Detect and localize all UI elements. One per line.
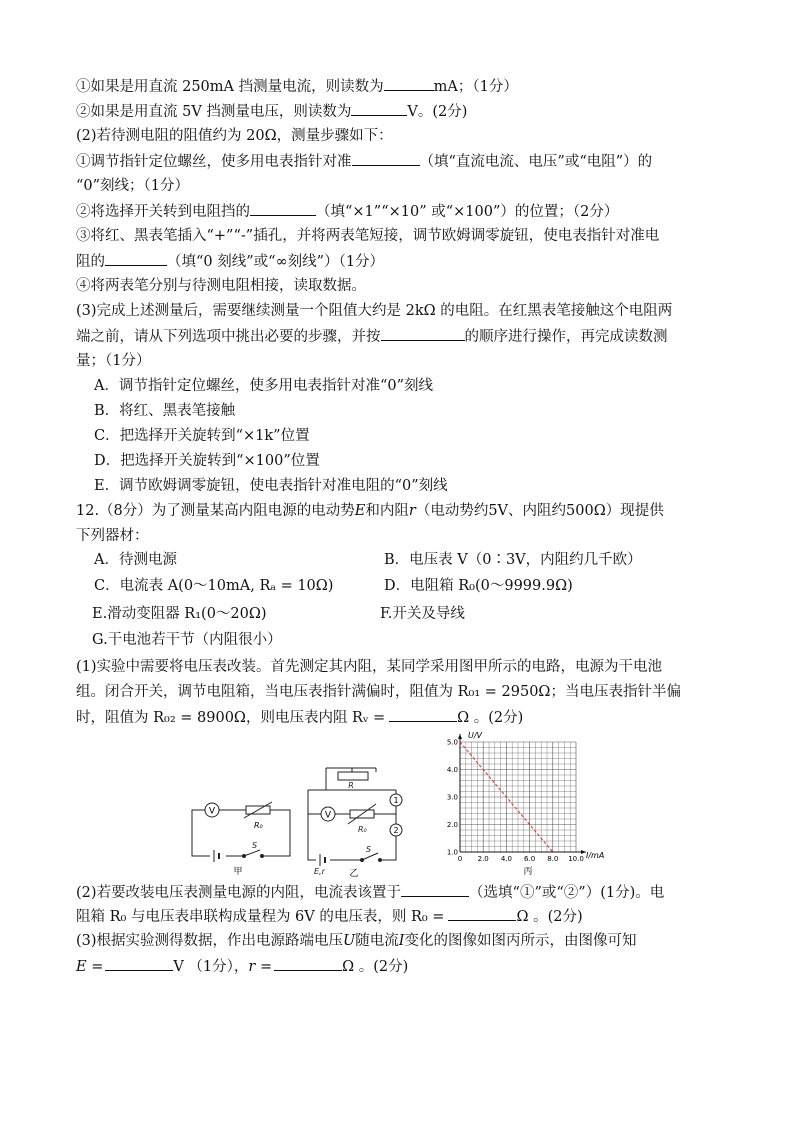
q11-step3-cont: 阻的 （填“0 刻线”或“∞刻线”）（1分） bbox=[76, 251, 384, 272]
svg-text:1: 1 bbox=[393, 796, 399, 805]
answer-blank[interactable] bbox=[389, 707, 457, 722]
y-tick-label: 3.0 bbox=[446, 793, 458, 802]
rheostat-symbol bbox=[338, 768, 368, 790]
option-e: E．调节欧姆调零旋钮，使电表指针对准电阻的“0”刻线 bbox=[94, 478, 448, 494]
resistance-box-symbol bbox=[348, 804, 376, 834]
figure-label-bing: 丙 bbox=[523, 867, 533, 877]
figure-label-yi: 乙 bbox=[349, 869, 359, 879]
q11-part3: (3)完成上述测量后，需要继续测量一个阻值大约是 2kΩ 的电阻。在红黑表笔接触这个电阻两 bbox=[76, 303, 673, 319]
equip-f: F.开关及导线 bbox=[380, 606, 465, 622]
y-tick-label: 1.0 bbox=[446, 848, 458, 857]
answer-blank[interactable] bbox=[105, 956, 173, 971]
battery-symbol bbox=[210, 850, 226, 862]
meter-position-2 bbox=[390, 824, 402, 836]
q12-part1-end: 时，阻值为 R₀₂ = 8900Ω，则电压表内阻 Rᵥ = Ω 。(2分) bbox=[76, 707, 523, 728]
y-tick-label: 2.0 bbox=[446, 821, 458, 829]
q11-item2: ②如果是用直流 5V 挡测量电压，则读数为 V。(2分) bbox=[76, 101, 467, 122]
circuit-diagram-jia bbox=[186, 798, 296, 878]
q11-part3-end: 量；（1分） bbox=[76, 353, 151, 369]
equip-c: C．电流表 A(0～10mA, Rₐ = 10Ω) bbox=[94, 578, 334, 594]
voltmeter-symbol bbox=[321, 807, 335, 821]
q11-step4: ④将两表笔分别与待测电阻相接，读取数据。 bbox=[76, 278, 366, 294]
chart-axes bbox=[458, 734, 586, 854]
svg-text:2: 2 bbox=[393, 826, 399, 835]
q11-step3: ③将红、黑表笔插入“+”“-”插孔，并将两表笔短接，调节欧姆调零旋钮，使电表指针对准电 bbox=[76, 228, 660, 244]
answer-blank[interactable] bbox=[381, 326, 465, 341]
y-axis-arrow bbox=[458, 734, 462, 739]
meter-position-1 bbox=[390, 794, 402, 806]
x-tick-label: 6.0 bbox=[524, 855, 536, 863]
q11-step2: ②将选择开关转到电阻挡的 （填“×1”“×10” 或“×100”）的位置；（2分） bbox=[76, 201, 618, 222]
answer-blank[interactable] bbox=[274, 956, 342, 971]
q11-item1: ①如果是用直流 250mA 挡测量电流，则读数为 mA；（1分） bbox=[76, 76, 518, 97]
option-a: A．调节指针定位螺丝，使多用电表指针对准“0”刻线 bbox=[94, 378, 434, 394]
q12-heading-cont: 下列器材： bbox=[76, 528, 149, 544]
option-d: D．把选择开关旋转到“×100”位置 bbox=[94, 453, 320, 469]
equip-d: D．电阻箱 R₀(0～9999.9Ω) bbox=[384, 578, 573, 594]
resistance-box-symbol bbox=[244, 802, 272, 830]
q12-part2-cont: 阻箱 R₀ 与电压表串联构成量程为 6V 的电压表，则 R₀ = Ω 。(2分) bbox=[76, 906, 583, 927]
q11-part3-cont: 端之前，请从下列选项中挑出必要的步骤，并按 的顺序进行操作，再完成读数测 bbox=[76, 326, 668, 347]
answer-blank[interactable] bbox=[448, 906, 516, 921]
answer-blank[interactable] bbox=[105, 251, 167, 266]
q12-part2: (2)若要改装电压表测量电源的内阻，电流表该置于 （选填“①”或“②”）(1分)。电 bbox=[76, 882, 664, 903]
option-c: C．把选择开关旋转到“×1k”位置 bbox=[94, 428, 310, 444]
q12-part1: (1)实验中需要将电压表改装。首先测定其内阻，某同学采用图甲所示的电路，电源为干电池 bbox=[76, 659, 663, 675]
svg-text:R₀: R₀ bbox=[254, 821, 263, 830]
q12-part1-cont: 组。闭合开关，调节电阻箱，当电压表指针满偏时，阻值为 R₀₁ = 2950Ω；当电压表指针半偏 bbox=[76, 684, 681, 700]
y-tick-label: 5.0 bbox=[446, 738, 458, 747]
answer-blank[interactable] bbox=[352, 151, 420, 166]
ui-graph-bing bbox=[440, 728, 620, 878]
q12-heading: 12.（8分）为了测量某高内阻电源的电动势E和内阻r（电动势约5V、内阻约500Ω）现提供 bbox=[76, 503, 664, 519]
answer-blank[interactable] bbox=[384, 76, 434, 91]
svg-text:V: V bbox=[208, 806, 216, 817]
q12-part3-answers: E = V （1分），r = Ω 。(2分) bbox=[76, 956, 408, 977]
y-axis-label: U/V bbox=[468, 731, 483, 740]
switch-symbol bbox=[242, 841, 264, 860]
answer-blank[interactable] bbox=[401, 882, 469, 897]
q11-step1-cont: “0”刻线；（1分） bbox=[76, 178, 190, 194]
q12-part3: (3)根据实验测得数据，作出电源路端电压U随电流I变化的图像如图丙所示，由图像可知 bbox=[76, 933, 637, 949]
y-tick-label: 4.0 bbox=[446, 766, 458, 774]
equip-a: A．待测电源 bbox=[94, 552, 177, 568]
x-tick-label: 4.0 bbox=[500, 855, 512, 863]
switch-symbol bbox=[360, 845, 382, 864]
answer-blank[interactable] bbox=[351, 101, 407, 116]
svg-text:E,r: E,r bbox=[314, 867, 325, 876]
x-axis-label: I/mA bbox=[586, 851, 605, 860]
equip-g: G.干电池若干节（内阻很小） bbox=[92, 632, 282, 648]
voltmeter-symbol bbox=[205, 803, 219, 817]
svg-text:R₀: R₀ bbox=[358, 825, 367, 834]
figure-label-jia: 甲 bbox=[233, 867, 243, 877]
option-b: B．将红、黑表笔接触 bbox=[94, 403, 236, 419]
svg-text:S: S bbox=[252, 841, 258, 850]
chart-grid bbox=[460, 742, 576, 852]
answer-blank[interactable] bbox=[250, 201, 316, 216]
q11-step1: ①调节指针定位螺丝，使多用电表指针对准 （填“直流电流、电压”或“电阻”）的 bbox=[76, 151, 652, 172]
q11-part2: (2)若待测电阻的阻值约为 20Ω，测量步骤如下： bbox=[76, 128, 393, 144]
equip-e: E.滑动变阻器 R₁(0～20Ω) bbox=[92, 606, 267, 622]
chart-ticks bbox=[447, 739, 584, 864]
x-tick-label: 10.0 bbox=[568, 855, 584, 863]
circuit-diagram-yi bbox=[302, 762, 412, 880]
x-tick-label: 2.0 bbox=[477, 855, 489, 863]
equip-b: B．电压表 V（0∶3V，内阻约几千欧） bbox=[384, 552, 642, 568]
battery-symbol bbox=[314, 854, 330, 876]
x-tick-label: 8.0 bbox=[547, 855, 559, 863]
svg-text:S: S bbox=[366, 845, 372, 854]
svg-text:V: V bbox=[324, 810, 332, 821]
svg-text:R: R bbox=[348, 781, 354, 790]
x-tick-label: 0 bbox=[457, 855, 463, 863]
